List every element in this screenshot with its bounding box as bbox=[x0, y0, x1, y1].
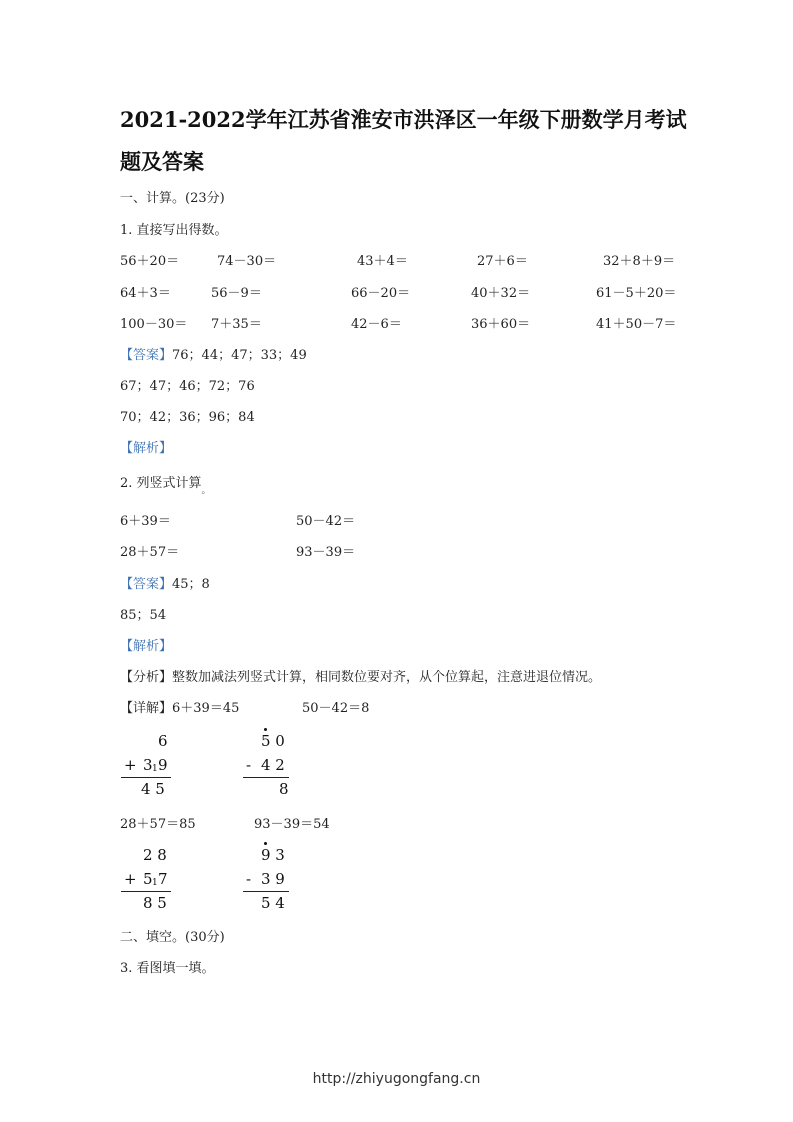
vertical-rule bbox=[243, 891, 289, 892]
q1-item: 32＋8＋9＝ bbox=[603, 254, 676, 269]
vertical-operator: + bbox=[124, 756, 137, 774]
q1-item: 41＋50－7＝ bbox=[596, 317, 677, 332]
answer-tag: 【答案】 bbox=[120, 348, 173, 363]
q1-item: 27＋6＝ bbox=[477, 254, 528, 269]
equation: 93－39＝54 bbox=[254, 817, 330, 832]
analysis-paragraph bbox=[120, 666, 601, 685]
equation: 28＋57＝85 bbox=[120, 817, 196, 832]
q1-item: 40＋32＝ bbox=[471, 286, 531, 301]
borrow-dot bbox=[264, 842, 267, 845]
answer-tag: 【答案】 bbox=[120, 577, 173, 592]
q2-item: 50－42＝ bbox=[296, 514, 356, 529]
question-2-prompt bbox=[120, 472, 211, 496]
question-2-text: 2. 列竖式计算 bbox=[120, 476, 202, 491]
q1-item: 36＋60＝ bbox=[471, 317, 531, 332]
vertical-top: 9 3 bbox=[261, 846, 285, 864]
vertical-middle-ones: 9 bbox=[158, 756, 168, 774]
q2-item: 28＋57＝ bbox=[120, 545, 180, 560]
q2-item: 93－39＝ bbox=[296, 545, 356, 560]
vertical-middle: 4 2 bbox=[261, 756, 285, 774]
vertical-rule bbox=[121, 891, 171, 892]
question-1-prompt: 1. 直接写出得数。 bbox=[120, 223, 228, 238]
vertical-operator: - bbox=[246, 870, 252, 888]
vertical-middle: 3 9 bbox=[261, 870, 285, 888]
detail-line-1 bbox=[120, 697, 239, 716]
answer-line: 76；44；47；33；49 bbox=[172, 348, 307, 363]
vertical-operator: - bbox=[246, 756, 252, 774]
analysis-tag: 【解析】 bbox=[120, 441, 173, 456]
vertical-rule bbox=[121, 777, 171, 778]
borrow-dot bbox=[264, 728, 267, 731]
vertical-top: 2 8 bbox=[143, 846, 167, 864]
carry-mark: 1 bbox=[152, 878, 158, 888]
question-2-mark: 。 bbox=[201, 486, 211, 496]
vertical-middle-ones: 7 bbox=[158, 870, 168, 888]
vertical-result: 8 5 bbox=[143, 894, 167, 912]
vertical-rule bbox=[243, 777, 289, 778]
fenxi-text: 整数加减法列竖式计算，相同数位要对齐，从个位算起，注意进退位情况。 bbox=[172, 670, 602, 685]
q1-item: 64＋3＝ bbox=[120, 286, 171, 301]
q1-item: 66－20＝ bbox=[351, 286, 411, 301]
q1-item: 7＋35＝ bbox=[211, 317, 262, 332]
carry-mark: 1 bbox=[152, 764, 158, 774]
question-3-prompt: 3. 看图填一填。 bbox=[120, 961, 215, 976]
answer-line: 85；54 bbox=[120, 608, 167, 623]
q1-answer bbox=[120, 344, 307, 363]
analysis-tag: 【解析】 bbox=[120, 639, 173, 654]
vertical-top: 6 bbox=[158, 732, 168, 750]
q2-answer bbox=[120, 573, 210, 592]
vertical-middle-tens: 3 bbox=[143, 756, 153, 774]
answer-line: 67；47；46；72；76 bbox=[120, 379, 255, 394]
q1-item: 56－9＝ bbox=[211, 286, 262, 301]
equation: 6＋39＝45 bbox=[172, 701, 240, 716]
fenxi-tag: 【分析】 bbox=[120, 670, 173, 685]
document-title-line1: 2021-2022学年江苏省淮安市洪泽区一年级下册数学月考试 bbox=[120, 107, 687, 132]
q1-item: 56＋20＝ bbox=[120, 254, 180, 269]
section-heading-fill: 二、填空。(30分) bbox=[120, 930, 225, 945]
q2-item: 6＋39＝ bbox=[120, 514, 171, 529]
footer-url[interactable]: http://zhiyugongfang.cn bbox=[312, 1071, 481, 1087]
q1-item: 43＋4＝ bbox=[357, 254, 408, 269]
answer-line: 70；42；36；96；84 bbox=[120, 410, 255, 425]
vertical-operator: + bbox=[124, 870, 137, 888]
section-heading-calc: 一、计算。(23分) bbox=[120, 191, 225, 206]
q1-item: 42－6＝ bbox=[351, 317, 402, 332]
equation: 50－42＝8 bbox=[302, 701, 370, 716]
vertical-result: 4 5 bbox=[141, 780, 165, 798]
answer-line: 45；8 bbox=[172, 577, 210, 592]
q1-item: 100－30＝ bbox=[120, 317, 188, 332]
vertical-middle-tens: 5 bbox=[143, 870, 153, 888]
q1-item: 74－30＝ bbox=[217, 254, 277, 269]
vertical-result: 8 bbox=[279, 780, 289, 798]
document-title-line2: 题及答案 bbox=[120, 149, 204, 174]
vertical-result: 5 4 bbox=[261, 894, 285, 912]
xiangjie-tag: 【详解】 bbox=[120, 701, 173, 716]
q1-item: 61－5＋20＝ bbox=[596, 286, 677, 301]
vertical-top: 5 0 bbox=[261, 732, 285, 750]
